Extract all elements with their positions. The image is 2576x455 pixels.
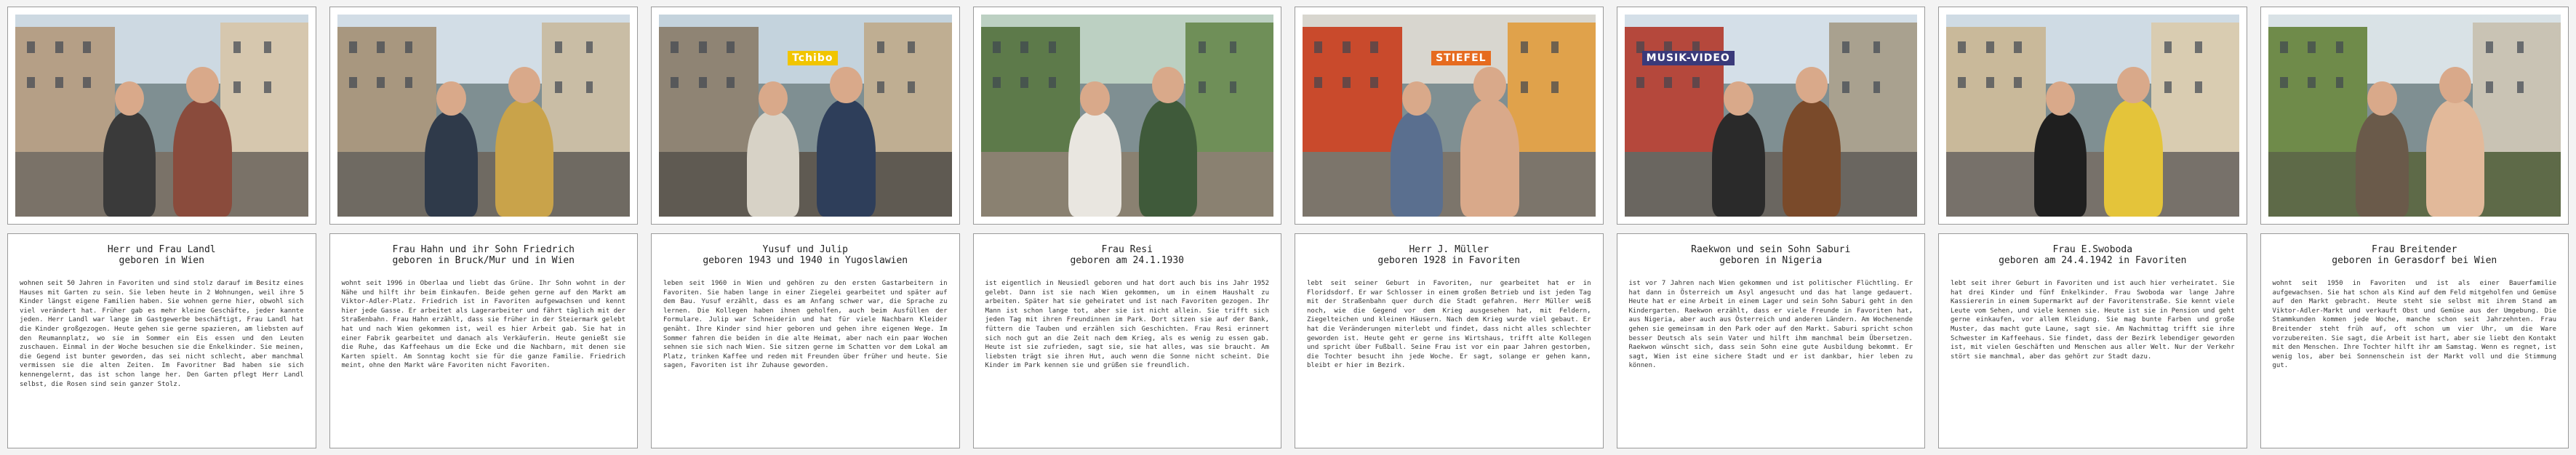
photo-window (2280, 41, 2288, 53)
photo-window (555, 81, 562, 94)
photo-person (425, 111, 477, 217)
photo-window (1314, 77, 1322, 89)
photo-person (1460, 100, 1519, 217)
story-text-box (1938, 233, 2247, 448)
photo-person (173, 100, 232, 217)
photo-street (2268, 152, 2561, 217)
photo-person-head (115, 81, 144, 116)
photo-person-head (1152, 67, 1184, 103)
photo-window (233, 81, 241, 94)
photo-window (1873, 81, 1881, 94)
photo-window (1230, 81, 1237, 94)
photo-person (2104, 100, 2163, 217)
story-origin: geboren 1928 in Favoriten (1377, 255, 1521, 266)
photo-person (495, 100, 554, 217)
story-text-box (651, 233, 960, 448)
photo-window (993, 77, 1001, 89)
photo-window (2486, 81, 2493, 94)
story-body: lebt seit seiner Geburt in Favoriten, nur gearbeitet hat er in Floridsdorf. Er war Schlosser in einem großen Betrieb und ist jeden Tag mit der Straßenbahn quer durch die Stadt gefahren. Herr Müller weiß noch, wie die Gegend vor dem Krieg ausgesehen hat, mit Feldern, Ziegelteichen und kleinen Häusern. Nach dem Krieg wurde viel gebaut. Er hat die Veränderungen miterlebt und findet, dass nicht alles schlechter geworden ist. Heute geht er gerne ins Wirtshaus, trifft alte Kollegen und spricht über Fußball. Seine Frau ist vor ein paar Jahren gestorben, die Tochter besucht ihn jede Woche. Er sagt, solange er gehen kann, bleibt er hier im Bezirk. (1307, 280, 1591, 370)
photo-window (1873, 41, 1881, 54)
photo-window (405, 77, 413, 89)
story-name: Herr J. Müller (1409, 244, 1489, 255)
story-title (342, 244, 626, 266)
story-title (1951, 244, 2235, 266)
photo-window (2195, 81, 2202, 94)
photo-building-right (220, 23, 308, 156)
story-name: Frau E.Swoboda (2052, 244, 2133, 255)
story-body: lebt seit ihrer Geburt in Favoriten und ist auch hier verheiratet. Sie hat drei Kinder und fünf Enkelkinder. Frau Swoboda war lange Jahre Kassiererin in einem Supermarkt auf der Favoritenstraße. Sie kennt viele Leute vom Sehen, und viele kennen sie. Heute ist sie in Pension und geht gerne einkaufen, vor allem Kleidung. Sie mag bunte Farben und große Muster, das macht gute Laune, sagt sie. Am Nachmittag trifft sie ihre Schwester im Kaffeehaus. Sie findet, dass der Bezirk lebendiger geworden ist, mit vielen Geschäften und Menschen aus aller Welt. Nur der Verkehr stört sie manchmal, aber das gehört zur Stadt dazu. (1951, 280, 2235, 361)
photo-window (908, 81, 915, 94)
story-name: Frau Breitender (2372, 244, 2457, 255)
photo-person (2034, 111, 2087, 217)
photo-window (1230, 41, 1237, 54)
story-text-box (973, 233, 1282, 448)
portrait-photo (1625, 15, 1918, 217)
photo-street (1625, 152, 1918, 217)
photo-window (877, 41, 884, 54)
photo-person-head (759, 81, 788, 116)
story-origin: geboren am 24.1.1930 (1070, 255, 1185, 266)
photo-window (1521, 41, 1528, 54)
portrait-panel (329, 7, 639, 448)
story-text-box (2260, 233, 2569, 448)
photo-building-right (2151, 23, 2239, 156)
photo-window (877, 81, 884, 94)
story-title (1307, 244, 1591, 266)
photo-window (699, 77, 707, 89)
photo-person-head (830, 67, 862, 103)
story-title (1629, 244, 1913, 266)
photo-window (671, 77, 679, 89)
photo-building-left (2268, 27, 2368, 152)
photo-window (2517, 81, 2524, 94)
portrait-photo-frame (973, 7, 1282, 225)
photo-window (1551, 81, 1559, 94)
photo-window (1049, 41, 1057, 53)
photo-person (2356, 111, 2408, 217)
photo-window (27, 77, 35, 89)
photo-window (1020, 77, 1028, 89)
story-title (663, 244, 948, 266)
photo-window (993, 41, 1001, 53)
story-text-box (329, 233, 639, 448)
photo-window (233, 41, 241, 54)
photo-building-right (864, 23, 952, 156)
photo-window (586, 81, 593, 94)
story-body: ist vor 7 Jahren nach Wien gekommen und ist politischer Flüchtling. Er hat dann in Österreich um Asyl angesucht und das hat lange gedauert. Heute hat er eine Arbeit in einem Lager und sein Sohn Saburi geht in den Kindergarten. Raekwon erzählt, dass er viele Freunde in Favoriten hat, aus Nigeria, aber auch aus Österreich und anderen Ländern. Am Wochenende gehen sie gemeinsam in den Park oder auf den Markt. Saburi spricht schon besser Deutsch als sein Vater und hilft ihm manchmal beim Übersetzen. Raekwon wünscht sich, dass sein Sohn eine gute Ausbildung bekommt. Er sagt, Wien ist eine sichere Stadt und er ist dankbar, hier leben zu können. (1628, 280, 1913, 370)
photo-window (2308, 41, 2316, 53)
photo-window (1370, 41, 1378, 53)
photo-window (2308, 77, 2316, 89)
photo-window (1958, 77, 1966, 89)
story-body: wohnt seit 1996 in Oberlaa und liebt das Grüne. Ihr Sohn wohnt in der Nähe und hilft ihr beim Einkaufen. Beide gehen gerne auf den Markt am Viktor-Adler-Platz. Friedrich ist in Favoriten aufgewachsen und kennt hier jede Gasse. Er arbeitet als Lagerarbeiter und fährt täglich mit der Straßenbahn. Frau Hahn erzählt, dass sie früher in der Steiermark gelebt hat und nach Wien gekommen ist, weil es hier Arbeit gab. Sie hat in einer Fabrik gearbeitet und danach als Verkäuferin. Heute genießt sie die Ruhe, das Kaffeehaus um die Ecke und die Nachbarn, mit denen sie Karten spielt. Am Sonntag kocht sie für die ganze Familie. Friedrich meint, ohne den Markt wäre Favoriten nicht Favoriten. (341, 280, 625, 370)
portrait-photo (337, 15, 631, 217)
portrait-panel (1617, 7, 1926, 448)
photo-window (1551, 41, 1559, 54)
photo-window (1664, 77, 1672, 89)
story-name: Yusuf und Julip (762, 244, 848, 255)
photo-window (377, 41, 385, 53)
photo-window (1986, 41, 1994, 53)
photo-person (1391, 111, 1443, 217)
photo-window (349, 77, 357, 89)
photo-person-head (1796, 67, 1828, 103)
story-body: leben seit 1960 in Wien und gehören zu den ersten Gastarbeitern in Favoriten. Sie haben lange in einer Ziegelei gearbeitet und später auf dem Bau. Yusuf erzählt, dass es am Anfang schwer war, die Sprache zu lernen. Die Kollegen haben ihnen geholfen, auch beim Ausfüllen der Formulare. Julip war Schneiderin und hat für viele Nachbarn Kleider genäht. Ihre Kinder sind hier geboren und gehen ihre eigenen Wege. Im Sommer fahren die beiden in die alte Heimat, aber nach ein paar Wochen sehnen sie sich nach Wien. Sie sitzen gerne im Schatten vor dem Lokal am Platz, trinken Kaffee und reden mit Freunden über früher und heute. Sie sagen, Favoriten ist ihr Zuhause geworden. (663, 280, 948, 370)
photo-building-right (1185, 23, 1273, 156)
story-name: Raekwon und sein Sohn Saburi (1691, 244, 1851, 255)
portrait-photo (2268, 15, 2561, 217)
photo-person-head (2046, 81, 2075, 116)
story-origin: geboren in Nigeria (1719, 255, 1823, 266)
photo-street (15, 152, 308, 217)
photo-person (1783, 100, 1841, 217)
photo-building-right (2473, 23, 2561, 156)
portrait-photo (1946, 15, 2239, 217)
portrait-photo (1303, 15, 1596, 217)
photo-person-head (1724, 81, 1753, 116)
story-text-box (1617, 233, 1926, 448)
photo-window (2014, 77, 2022, 89)
portrait-panel (2260, 7, 2569, 448)
photo-window (2014, 41, 2022, 53)
photo-building-left (1303, 27, 1402, 152)
photo-window (27, 41, 35, 53)
photo-shop-sign: MUSIK-VIDEO (1642, 51, 1735, 65)
photo-street (337, 152, 631, 217)
story-title (985, 244, 1270, 266)
photo-window (2164, 81, 2172, 94)
photo-window (405, 41, 413, 53)
photo-window (1370, 77, 1378, 89)
photo-window (264, 81, 271, 94)
photo-window (1343, 41, 1351, 53)
portrait-panel (973, 7, 1282, 448)
photo-building-right (1508, 23, 1596, 156)
photo-window (1049, 77, 1057, 89)
story-origin: geboren in Bruck/Mur und in Wien (392, 255, 575, 266)
portrait-photo (659, 15, 952, 217)
photo-window (55, 41, 63, 53)
photo-person-head (436, 81, 465, 116)
photo-building-left (1946, 27, 2046, 152)
portrait-photo-frame (1295, 7, 1604, 225)
photo-street (659, 152, 952, 217)
photo-window (2486, 41, 2493, 54)
photo-street (981, 152, 1274, 217)
photo-window (1986, 77, 1994, 89)
photo-window (377, 77, 385, 89)
photo-building-left (1625, 27, 1724, 152)
portrait-panel (7, 7, 316, 448)
photo-window (1020, 41, 1028, 53)
photo-window (264, 41, 271, 54)
photo-window (586, 41, 593, 54)
photo-building-left (337, 27, 437, 152)
portrait-photo-frame (7, 7, 316, 225)
portrait-panel (1938, 7, 2247, 448)
story-origin: geboren in Gerasdorf bei Wien (2332, 255, 2497, 266)
photo-window (699, 41, 707, 53)
photo-building-right (1829, 23, 1917, 156)
photo-person-head (1080, 81, 1109, 116)
photo-window (727, 41, 735, 53)
story-text-box (1295, 233, 1604, 448)
photo-window (555, 41, 562, 54)
photo-window (908, 41, 915, 54)
photo-person-head (508, 67, 540, 103)
photo-window (1521, 81, 1528, 94)
photo-window (1199, 81, 1206, 94)
photo-person-head (2367, 81, 2396, 116)
portrait-photo-frame (1938, 7, 2247, 225)
photo-street (1303, 152, 1596, 217)
photo-person (1139, 100, 1198, 217)
story-text-box (7, 233, 316, 448)
photo-window (1636, 77, 1644, 89)
photo-window (1692, 77, 1700, 89)
photo-window (2517, 41, 2524, 54)
photo-window (83, 77, 91, 89)
photo-window (2280, 77, 2288, 89)
photo-person (1068, 111, 1121, 217)
portrait-photo (981, 15, 1274, 217)
photo-person (1712, 111, 1764, 217)
portrait-panel (1295, 7, 1604, 448)
story-body: wohnt seit 1950 in Favoriten und ist als einer Bauerfamilie aufgewachsen. Sie hat schon als Kind auf dem Feld mitgeholfen und Gemüse auf den Markt gebracht. Heute steht sie selbst mit ihrem Stand am Viktor-Adler-Markt und verkauft Obst und Gemüse aus der Umgebung. Die Stammkunden kommen jede Woche, manche schon seit Jahrzehnten. Frau Breitender steht früh auf, oft schon um vier Uhr, um die Ware vorzubereiten. Sie sagt, die Arbeit ist hart, aber sie liebt den Kontakt mit den Menschen. Ihre Tochter hilft ihr am Samstag. Wenn es regnet, ist wenig los, aber bei Sonnenschein ist der Markt voll und die Stimmung gut. (2272, 280, 2556, 370)
photo-window (1842, 41, 1849, 54)
photo-building-left (15, 27, 115, 152)
photo-person (103, 111, 156, 217)
photo-window (1958, 41, 1966, 53)
photo-window (349, 41, 357, 53)
photo-person-head (2117, 67, 2149, 103)
portrait-panel (651, 7, 960, 448)
portrait-photo-frame (1617, 7, 1926, 225)
photo-building-left (659, 27, 759, 152)
photo-window (2195, 41, 2202, 54)
portrait-photo (15, 15, 308, 217)
photo-window (1199, 41, 1206, 54)
photo-window (727, 77, 735, 89)
portrait-photo-frame (651, 7, 960, 225)
portrait-photo-frame (2260, 7, 2569, 225)
story-origin: geboren am 24.4.1942 in Favoriten (1999, 255, 2187, 266)
photo-person-head (1402, 81, 1431, 116)
story-name: Frau Resi (1101, 244, 1153, 255)
photo-person-head (1473, 67, 1505, 103)
story-origin: geboren in Wien (119, 255, 204, 266)
portrait-photo-frame (329, 7, 639, 225)
photo-window (55, 77, 63, 89)
photo-person (817, 100, 876, 217)
story-body: wohnen seit 50 Jahren in Favoriten und sind stolz darauf im Besitz eines Hauses mit Garten zu sein. Sie leben heute in 2 Wohnungen, weil ihre 5 Kinder längst eigene Familien haben. Sie wohnen gerne hier, obwohl sich viel verändert hat. Früher gab es mehr kleine Geschäfte, jeder kannte jeden. Herr Landl war lange im Gastgewerbe beschäftigt, Frau Landl hat die Kinder großgezogen. Heute gehen sie gerne spazieren, am liebsten auf den Reumannplatz, wo sie im Sommer ein Eis essen und den Leuten zuschauen. Einmal in der Woche besuchen sie die Enkelkinder. Sie meinen, die Gegend ist bunter geworden, das sei nicht schlecht, aber manchmal vermissen sie die alten Zeiten. Im Favoritner Bad haben sie sich kennengelernt, das ist schon lange her. Den Garten pflegt Herr Landl selbst, die Rosen sind sein ganzer Stolz. (20, 280, 304, 388)
photo-shop-sign: STIEFEL (1431, 51, 1490, 65)
photo-window (2164, 41, 2172, 54)
photo-person (747, 111, 799, 217)
photo-window (2336, 41, 2344, 53)
photo-shop-sign: Tchibo (788, 51, 837, 65)
story-name: Frau Hahn und ihr Sohn Friedrich (392, 244, 575, 255)
photo-window (2336, 77, 2344, 89)
photo-window (671, 41, 679, 53)
story-origin: geboren 1943 und 1940 in Yugoslawien (703, 255, 908, 266)
photo-building-right (542, 23, 630, 156)
photo-window (83, 41, 91, 53)
photo-window (1343, 77, 1351, 89)
story-title (20, 244, 304, 266)
story-body: ist eigentlich in Neusiedl geboren und hat dort auch bis ins Jahr 1952 gelebt. Dann ist sie nach Wien gekommen, um in einem Haushalt zu arbeiten. Später hat sie geheiratet und ist nach Favoriten gezogen. Ihr Mann ist schon lange tot, aber sie ist nicht allein. Sie trifft sich jeden Tag mit ihren Freundinnen im Park. Dort sitzen sie auf der Bank, füttern die Tauben und erzählen sich Geschichten. Frau Resi erinnert sich noch gut an die Zeit nach dem Krieg, als es wenig zu essen gab. Heute ist sie zufrieden, sagt sie, sie hat alles, was sie braucht. Am liebsten trägt sie ihren Hut, auch wenn die Sonne nicht scheint. Die Kinder im Park kennen sie und grüßen sie freundlich. (985, 280, 1269, 370)
photo-person-head (2439, 67, 2471, 103)
story-title (2273, 244, 2557, 266)
photo-window (1314, 41, 1322, 53)
story-name: Herr und Frau Landl (107, 244, 216, 255)
photo-street (1946, 152, 2239, 217)
photo-person (2426, 100, 2485, 217)
photo-person-head (186, 67, 218, 103)
photo-building-left (981, 27, 1081, 152)
photo-window (1842, 81, 1849, 94)
